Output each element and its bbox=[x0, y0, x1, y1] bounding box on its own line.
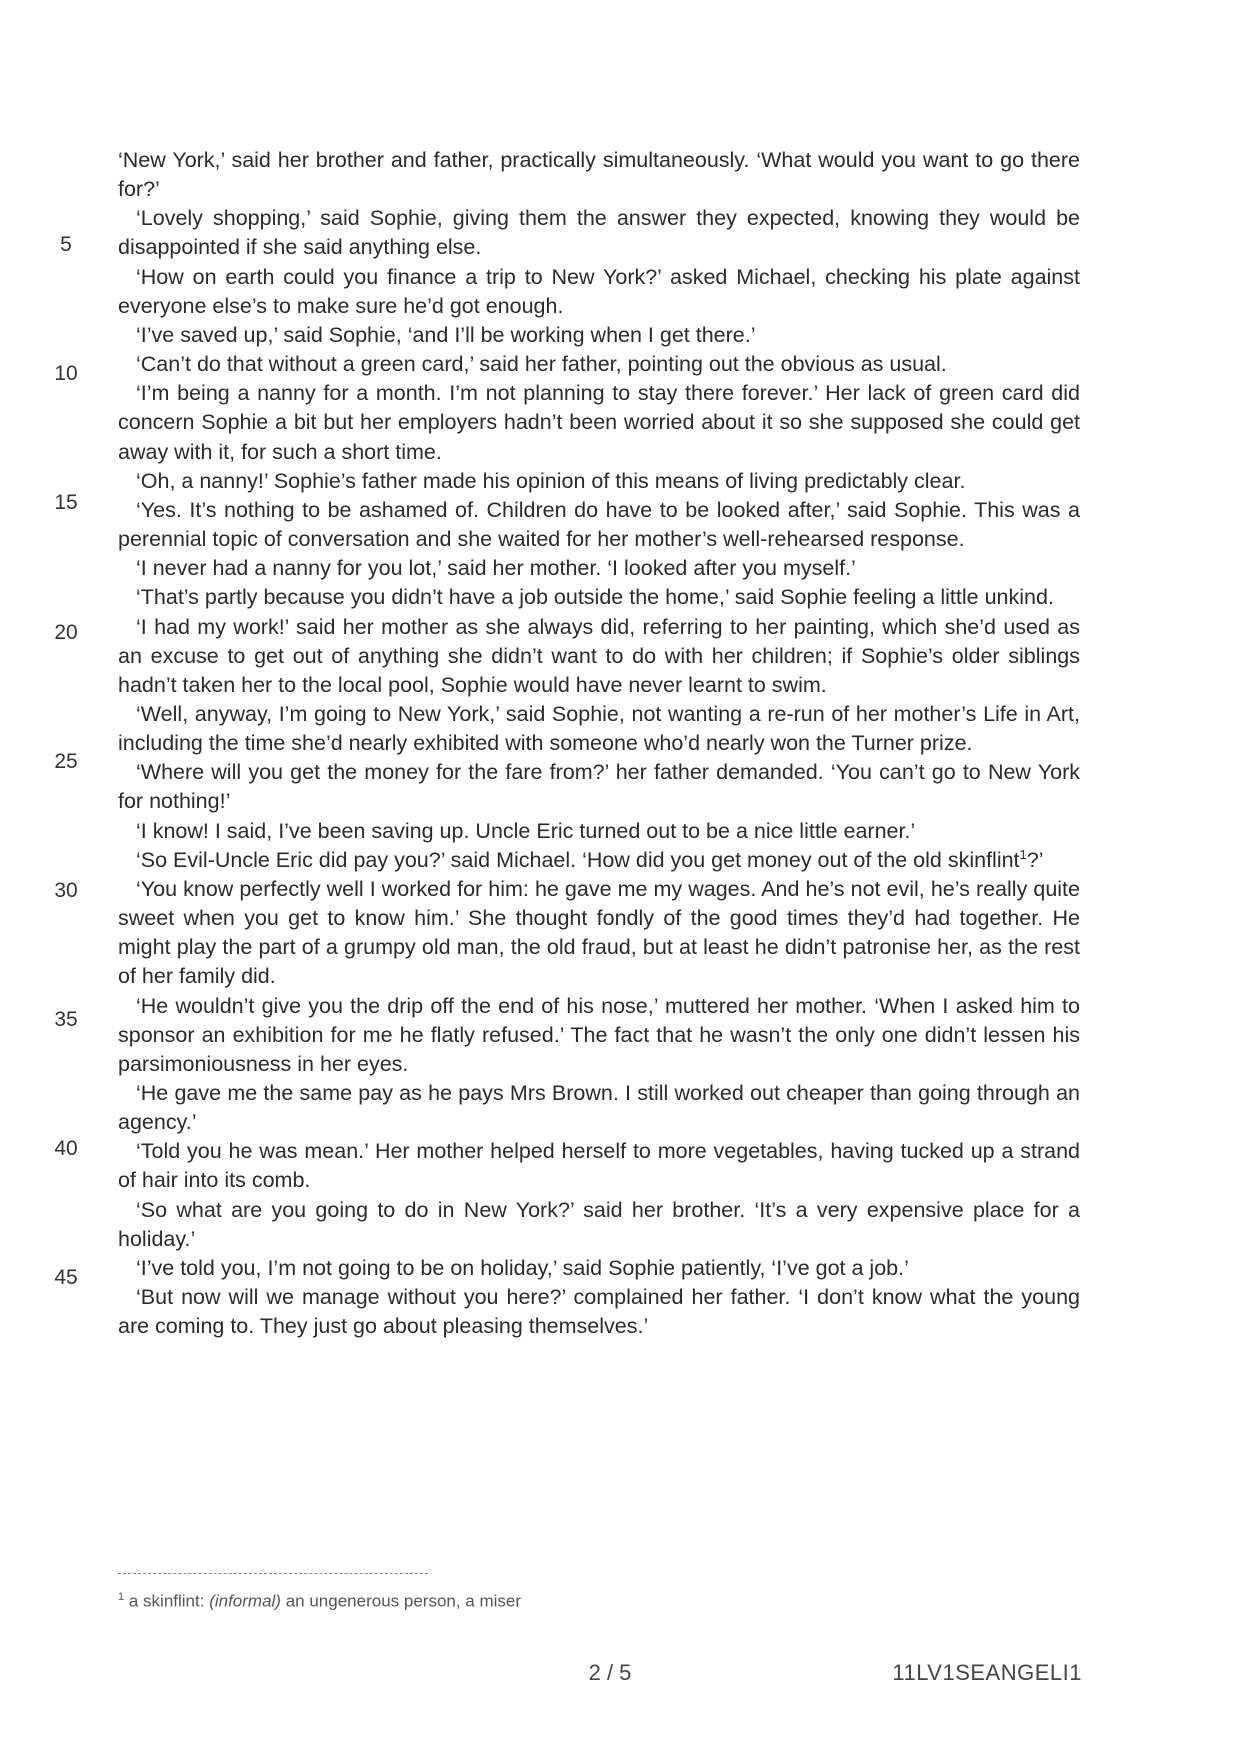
paragraph: ‘But now will we manage without you here?’ complained her father. ‘I don’t know what the young are coming to. They just go about pleasing themselves.’ bbox=[118, 1285, 1080, 1339]
line-number: 30 bbox=[54, 879, 78, 902]
paragraph: ‘I’m being a nanny for a month. I’m not planning to stay there forever.’ Her lack of green card did concern Sophie a bit but her employers hadn’t been worried about it so she supposed she could get away with it, for such a short time. bbox=[118, 381, 1080, 464]
paragraph: ‘Where will you get the money for the fare from?’ her father demanded. ‘You can’t go to New York for nothing!’ bbox=[118, 760, 1080, 814]
paragraph: ‘Told you he was mean.’ Her mother helped herself to more vegetables, having tucked up a strand of hair into its comb. bbox=[118, 1139, 1080, 1193]
paragraph: ‘So what are you going to do in New York?’ said her brother. ‘It’s a very expensive place for a holiday.’ bbox=[118, 1197, 1080, 1251]
line-number: 35 bbox=[54, 1008, 78, 1031]
line-number: 45 bbox=[54, 1266, 78, 1289]
line-number: 5 bbox=[60, 233, 72, 256]
line-number: 25 bbox=[54, 750, 78, 773]
line-number: 15 bbox=[54, 491, 78, 514]
paragraph: ‘Well, anyway, I’m going to New York,’ said Sophie, not wanting a re-run of her mother’s Life in Art, including the time she’d nearly exhibited with someone who’d nearly won the Turner prize. bbox=[118, 701, 1080, 756]
paragraph: ‘You know perfectly well I worked for him: he gave me my wages. And he’s not evil, he’s really quite sweet when you get to know him.’ She thought fondly of the good times they’d had together. He might play the part of a grumpy old man, the old fraud, but at least he didn’t patronise her, as the rest of her family did. bbox=[118, 876, 1080, 989]
footnote-definition: an ungenerous person, a miser bbox=[285, 1591, 522, 1611]
footnote-register: (informal) bbox=[209, 1591, 281, 1611]
line-number: 40 bbox=[54, 1137, 78, 1160]
footnote-marker: 1 bbox=[1019, 846, 1027, 862]
paragraph: ‘Can’t do that without a green card,’ said her father, pointing out the obvious as usual. bbox=[136, 352, 947, 377]
paragraph: ‘I had my work!’ said her mother as she always did, referring to her painting, which she’d used as an excuse to get out of anything she didn’t want to do with her children; if Sophie’s older siblings hadn’t taken her to the local pool, Sophie would have never learnt to swim. bbox=[118, 614, 1080, 697]
document-code: 11LV1SEANGELI1 bbox=[892, 1660, 1082, 1685]
page-number: 2 / 5 bbox=[588, 1660, 632, 1685]
line-number: 20 bbox=[54, 621, 78, 644]
paragraph: ‘I know! I said, I’ve been saving up. Uncle Eric turned out to be a nice little earner.’ bbox=[136, 818, 916, 843]
footnote-divider bbox=[118, 1573, 428, 1574]
paragraph: ‘New York,’ said her brother and father, practically simultaneously. ‘What would you want to go there for?’ bbox=[118, 148, 1080, 202]
paragraph: ‘He wouldn’t give you the drip off the end of his nose,’ muttered her mother. ‘When I asked him to sponsor an exhibition for me he flatly refused.’ The fact that he wasn’t the only one didn’t lessen his parsimoniousness in her eyes. bbox=[118, 993, 1080, 1076]
paragraph: ‘How on earth could you finance a trip to New York?’ asked Michael, checking his plate against everyone else’s to make sure he’d got enough. bbox=[118, 264, 1080, 318]
line-number: 10 bbox=[54, 362, 78, 385]
paragraph: ‘I’ve saved up,’ said Sophie, ‘and I’ll be working when I get there.’ bbox=[136, 322, 756, 347]
paragraph: ‘Lovely shopping,’ said Sophie, giving them the answer they expected, knowing they would be disappointed if she said anything else. bbox=[118, 206, 1080, 260]
paragraph: ‘Oh, a nanny!’ Sophie’s father made his opinion of this means of living predictably clear. bbox=[136, 468, 966, 493]
paragraph-text: ‘So Evil-Uncle Eric did pay you?’ said Michael. ‘How did you get money out of the old skinflint bbox=[136, 847, 1020, 872]
paragraph: ‘Yes. It’s nothing to be ashamed of. Children do have to be looked after,’ said Sophie. This was a perennial topic of conversation and she waited for her mother’s well-rehearsed response. bbox=[118, 497, 1080, 552]
story-text bbox=[118, 146, 1080, 1341]
paragraph: ‘I’ve told you, I’m not going to be on holiday,’ said Sophie patiently, ‘I’ve got a job.’ bbox=[136, 1255, 909, 1280]
paragraph: ‘He gave me the same pay as he pays Mrs Brown. I still worked out cheaper than going through an agency.’ bbox=[118, 1081, 1080, 1135]
footnote-term: a skinflint bbox=[128, 1591, 200, 1611]
paragraph: ‘I never had a nanny for you lot,’ said her mother. ‘I looked after you myself.’ bbox=[136, 556, 856, 581]
paragraph-text: ?’ bbox=[1026, 847, 1044, 872]
footnote: $^1$ a skinflint: (informal) an ungenerous person, a miser bbox=[118, 1591, 522, 1611]
paragraph-with-footnote bbox=[118, 846, 1080, 875]
paragraph: ‘That’s partly because you didn’t have a job outside the home,’ said Sophie feeling a little unkind. bbox=[136, 585, 1054, 610]
footnote-number: 1 bbox=[118, 1591, 125, 1603]
